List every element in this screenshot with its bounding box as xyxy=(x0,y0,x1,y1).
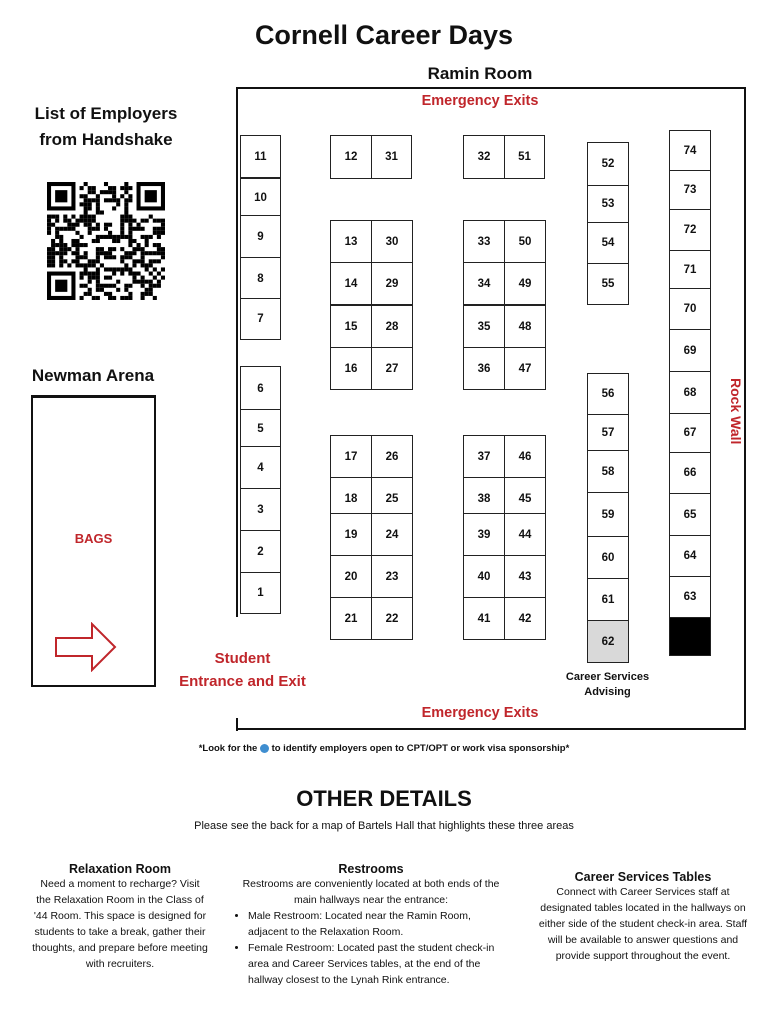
booth-23[interactable]: 23 xyxy=(371,555,413,598)
booth-74[interactable]: 74 xyxy=(669,130,711,171)
booth-18[interactable]: 18 xyxy=(330,477,372,520)
newman-arena-label: Newman Arena xyxy=(31,366,155,385)
booth-33[interactable]: 33 xyxy=(463,220,505,263)
booth-6[interactable]: 6 xyxy=(240,366,281,411)
rock-wall-label: Rock Wall xyxy=(728,377,744,445)
booth-34[interactable]: 34 xyxy=(463,262,505,305)
booth-27[interactable]: 27 xyxy=(371,347,413,390)
booth-50[interactable]: 50 xyxy=(504,220,546,263)
student-entrance-line2: Entrance and Exit xyxy=(179,673,306,690)
emergency-exits-bottom: Emergency Exits xyxy=(421,705,539,721)
employers-list-heading xyxy=(20,101,192,153)
booth-15[interactable]: 15 xyxy=(330,305,372,348)
booth-53[interactable]: 53 xyxy=(587,185,629,223)
booth-2[interactable]: 2 xyxy=(240,530,281,574)
booth-71[interactable]: 71 xyxy=(669,250,711,289)
booth-51[interactable]: 51 xyxy=(504,135,545,179)
emergency-exits-top: Emergency Exits xyxy=(421,93,539,109)
booth-72[interactable]: 72 xyxy=(669,209,711,251)
booth-13[interactable]: 13 xyxy=(330,220,372,263)
other-details-heading: OTHER DETAILS xyxy=(296,786,472,811)
booth-21[interactable]: 21 xyxy=(330,597,372,640)
booth-63[interactable]: 63 xyxy=(669,576,711,618)
page-title: Cornell Career Days xyxy=(254,20,514,50)
bags-label: BAGS xyxy=(74,531,113,546)
career-services-tables-section xyxy=(534,870,752,964)
booth-3[interactable]: 3 xyxy=(240,488,281,532)
booth-8[interactable]: 8 xyxy=(240,257,281,300)
career-services-tables-body: Connect with Career Services staff at designated tables located in the hallways on either side of the student check-in area. Staff will be available to answer questions and provide support throughout the event. xyxy=(538,886,748,962)
booth-37[interactable]: 37 xyxy=(463,435,505,478)
booth-66[interactable]: 66 xyxy=(669,452,711,494)
booth-16[interactable]: 16 xyxy=(330,347,372,390)
booth-59[interactable]: 59 xyxy=(587,492,629,537)
relaxation-room-body: Need a moment to recharge? Visit the Relaxation Room in the Class of '44 Room. This space is designed for students to take a break, gather their thoughts, and prepare before meeting with recruiters. xyxy=(32,878,208,970)
career-services-advising-label xyxy=(550,670,665,700)
booth-30[interactable]: 30 xyxy=(371,220,413,263)
booth-68[interactable]: 68 xyxy=(669,371,711,414)
booth-67[interactable]: 67 xyxy=(669,413,711,453)
booth-61[interactable]: 61 xyxy=(587,578,629,621)
booth-12[interactable]: 12 xyxy=(330,135,372,179)
booth-25[interactable]: 25 xyxy=(371,477,413,520)
booth-70[interactable]: 70 xyxy=(669,288,711,330)
booth-28[interactable]: 28 xyxy=(371,305,413,348)
booth-31[interactable]: 31 xyxy=(371,135,412,179)
booth-47[interactable]: 47 xyxy=(504,347,546,390)
booth-69[interactable]: 69 xyxy=(669,329,711,372)
booth-17[interactable]: 17 xyxy=(330,435,372,478)
booth-52[interactable]: 52 xyxy=(587,142,629,186)
booth-73[interactable]: 73 xyxy=(669,170,711,210)
booth-41[interactable]: 41 xyxy=(463,597,505,640)
restrooms-list xyxy=(234,908,508,988)
rock-wall-block xyxy=(669,617,711,656)
career-services-advising-line1: Career Services xyxy=(565,671,650,683)
handshake-qr-code[interactable] xyxy=(47,181,165,301)
restrooms-title: Restrooms xyxy=(338,862,404,876)
career-services-tables-title: Career Services Tables xyxy=(574,870,712,884)
booth-48[interactable]: 48 xyxy=(504,305,546,348)
booth-7[interactable]: 7 xyxy=(240,298,281,340)
booth-1[interactable]: 1 xyxy=(240,572,281,614)
relaxation-room-section xyxy=(32,862,208,972)
booth-54[interactable]: 54 xyxy=(587,222,629,264)
booth-56[interactable]: 56 xyxy=(587,373,629,415)
sponsorship-legend xyxy=(0,743,768,754)
booth-44[interactable]: 44 xyxy=(504,513,546,556)
booth-24[interactable]: 24 xyxy=(371,513,413,556)
booth-19[interactable]: 19 xyxy=(330,513,372,556)
male-restroom-item: • Male Restroom: Located near the Ramin Room, adjacent to the Relaxation Room. xyxy=(248,908,508,940)
booth-32[interactable]: 32 xyxy=(463,135,505,179)
booth-20[interactable]: 20 xyxy=(330,555,372,598)
booth-9[interactable]: 9 xyxy=(240,215,281,259)
booth-65[interactable]: 65 xyxy=(669,493,711,536)
booth-26[interactable]: 26 xyxy=(371,435,413,478)
booth-4[interactable]: 4 xyxy=(240,446,281,490)
booth-39[interactable]: 39 xyxy=(463,513,505,556)
arrow-right-icon xyxy=(54,622,118,672)
relaxation-room-title: Relaxation Room xyxy=(68,862,172,876)
legend-text-after: to identify employers open to CPT/OPT or work visa sponsorship* xyxy=(271,743,570,754)
booth-10[interactable]: 10 xyxy=(240,178,281,217)
student-entrance-label xyxy=(160,647,325,693)
booth-11[interactable]: 11 xyxy=(240,135,281,178)
booth-46[interactable]: 46 xyxy=(504,435,546,478)
booth-36[interactable]: 36 xyxy=(463,347,505,390)
booth-62[interactable]: 62 xyxy=(587,620,629,663)
female-restroom-item: • Female Restroom: Located past the student check-in area and Career Services tables, at the end of the hallway closest to the Lynah Rink entrance. xyxy=(248,940,508,988)
booth-55[interactable]: 55 xyxy=(587,263,629,305)
ramin-room-label: Ramin Room xyxy=(427,64,533,83)
booth-29[interactable]: 29 xyxy=(371,262,413,305)
booth-40[interactable]: 40 xyxy=(463,555,505,598)
booth-14[interactable]: 14 xyxy=(330,262,372,305)
booth-43[interactable]: 43 xyxy=(504,555,546,598)
career-services-advising-line2: Advising xyxy=(584,686,631,698)
booth-49[interactable]: 49 xyxy=(504,262,546,305)
booth-38[interactable]: 38 xyxy=(463,477,505,520)
booth-64[interactable]: 64 xyxy=(669,535,711,577)
restrooms-intro: Restrooms are conveniently located at both ends of the main hallways near the entrance: xyxy=(242,878,500,906)
booth-57[interactable]: 57 xyxy=(587,414,629,451)
booth-60[interactable]: 60 xyxy=(587,536,629,579)
student-entrance-line1: Student xyxy=(214,650,271,667)
booth-5[interactable]: 5 xyxy=(240,409,281,448)
booth-42[interactable]: 42 xyxy=(504,597,546,640)
booth-45[interactable]: 45 xyxy=(504,477,546,520)
legend-text-before: *Look for the xyxy=(198,743,258,754)
booth-35[interactable]: 35 xyxy=(463,305,505,348)
hall-wall-segment xyxy=(236,87,238,617)
globe-icon xyxy=(260,744,269,753)
hall-wall-segment xyxy=(236,718,238,731)
booth-22[interactable]: 22 xyxy=(371,597,413,640)
restrooms-section xyxy=(234,862,508,988)
booth-58[interactable]: 58 xyxy=(587,450,629,493)
other-details-subtitle: Please see the back for a map of Bartels Hall that highlights these three areas xyxy=(194,820,574,832)
employers-list-line1: List of Employers xyxy=(34,104,178,123)
employers-list-line2: from Handshake xyxy=(39,130,173,149)
